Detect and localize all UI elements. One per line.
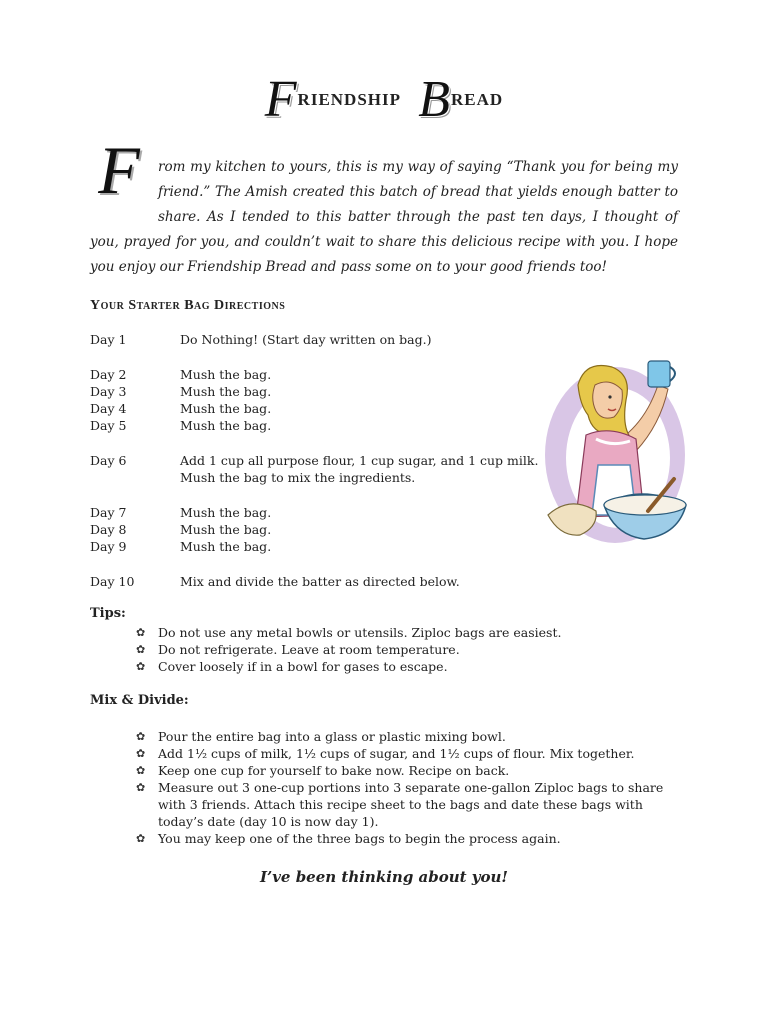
- tips-heading: Tips:: [90, 606, 126, 621]
- flower-bullet-icon: ✿: [136, 643, 146, 656]
- day-label: Day 2: [90, 367, 127, 382]
- flower-bullet-icon: ✿: [136, 747, 146, 760]
- mix-list: [136, 728, 676, 847]
- day-label: Day 10: [90, 574, 135, 589]
- day-row: [90, 538, 590, 555]
- day-row: [90, 331, 590, 348]
- title-drop-cap-b: B: [418, 71, 452, 128]
- list-item: ✿ Measure out 3 one-cup portions into 3 separate one-gallon Ziploc bags to share with 3 friends. Attach this recipe sheet to the bags and date these bags with today’s date (day 10 is now day 1).: [136, 780, 664, 829]
- list-item: ✿ Keep one cup for yourself to bake now. Recipe on back.: [136, 763, 510, 778]
- title-word-bread: BREAD: [418, 71, 504, 128]
- day-instruction: Mush the bag.: [180, 539, 272, 554]
- flower-bullet-icon: ✿: [136, 781, 146, 794]
- day-instruction: Mush the bag.: [180, 384, 272, 399]
- flower-bullet-icon: ✿: [136, 832, 146, 845]
- intro-text: rom my kitchen to yours, this is my way of saying “Thank you for being my friend.” The Amish created this batch of bread that yields enough batter to share. As I tended to this batter through the past ten days, I thought of you, prayed for you, and couldn’t wait to share this delicious recipe with you. I hope you enjoy our Friendship Bread and pass some on to your good friends too!: [90, 159, 678, 275]
- page-title: [0, 70, 768, 134]
- day-instruction: Mush the bag.: [180, 505, 272, 520]
- mix-heading: Mix & Divide:: [90, 693, 189, 708]
- day-row: [90, 366, 590, 383]
- day-instruction: Mush the bag.: [180, 522, 272, 537]
- day-instruction: Mush the bag.: [180, 367, 272, 382]
- day-row: [90, 400, 590, 417]
- day-instruction: Mush the bag.: [180, 401, 272, 416]
- flower-bullet-icon: ✿: [136, 730, 146, 743]
- list-item: ✿ Pour the entire bag into a glass or plastic mixing bowl.: [136, 729, 506, 744]
- day-label: Day 8: [90, 522, 127, 537]
- intro-paragraph: [90, 155, 678, 280]
- day-label: Day 1: [90, 332, 127, 347]
- day-row: [90, 417, 590, 434]
- day-schedule: [90, 331, 590, 590]
- day-instruction: [180, 452, 590, 486]
- list-item: ✿ Add 1½ cups of milk, 1½ cups of sugar, and 1½ cups of flour. Mix together.: [136, 746, 635, 761]
- flower-bullet-icon: ✿: [136, 764, 146, 777]
- day-label: Day 7: [90, 505, 127, 520]
- day-label: Day 4: [90, 401, 127, 416]
- day-label: Day 6: [90, 453, 127, 468]
- day-label: Day 5: [90, 418, 127, 433]
- list-item: ✿ You may keep one of the three bags to begin the process again.: [136, 831, 561, 846]
- intro-drop-cap: F: [98, 132, 140, 208]
- title-word-friendship: FRIENDSHIP: [264, 71, 402, 128]
- closing-message: I’ve been thinking about you!: [259, 868, 509, 886]
- day-instruction: Mix and divide the batter as directed below.: [180, 574, 460, 589]
- starter-heading: Your Starter Bag Directions: [90, 298, 286, 313]
- tips-list: [136, 624, 676, 675]
- flower-bullet-icon: ✿: [136, 626, 146, 639]
- flower-bullet-icon: ✿: [136, 660, 146, 673]
- day-row: [90, 573, 590, 590]
- day-label: Day 3: [90, 384, 127, 399]
- day-row: [90, 452, 590, 486]
- list-item: ✿ Cover loosely if in a bowl for gases to escape.: [136, 659, 448, 674]
- day-instruction-line: Mush the bag to mix the ingredients.: [180, 470, 416, 485]
- day-label: Day 9: [90, 539, 127, 554]
- day-instruction-line: Add 1 cup all purpose flour, 1 cup sugar, and 1 cup milk.: [180, 453, 539, 468]
- day-instruction: Do Nothing! (Start day written on bag.): [180, 332, 432, 347]
- day-row: [90, 504, 590, 521]
- list-item: ✿ Do not refrigerate. Leave at room temperature.: [136, 642, 460, 657]
- day-row: [90, 521, 590, 538]
- woman-mixing-batter-icon: [540, 355, 690, 550]
- title-drop-cap-f: F: [264, 71, 298, 128]
- day-instruction: Mush the bag.: [180, 418, 272, 433]
- day-row: [90, 383, 590, 400]
- list-item: ✿ Do not use any metal bowls or utensils. Ziploc bags are easiest.: [136, 625, 562, 640]
